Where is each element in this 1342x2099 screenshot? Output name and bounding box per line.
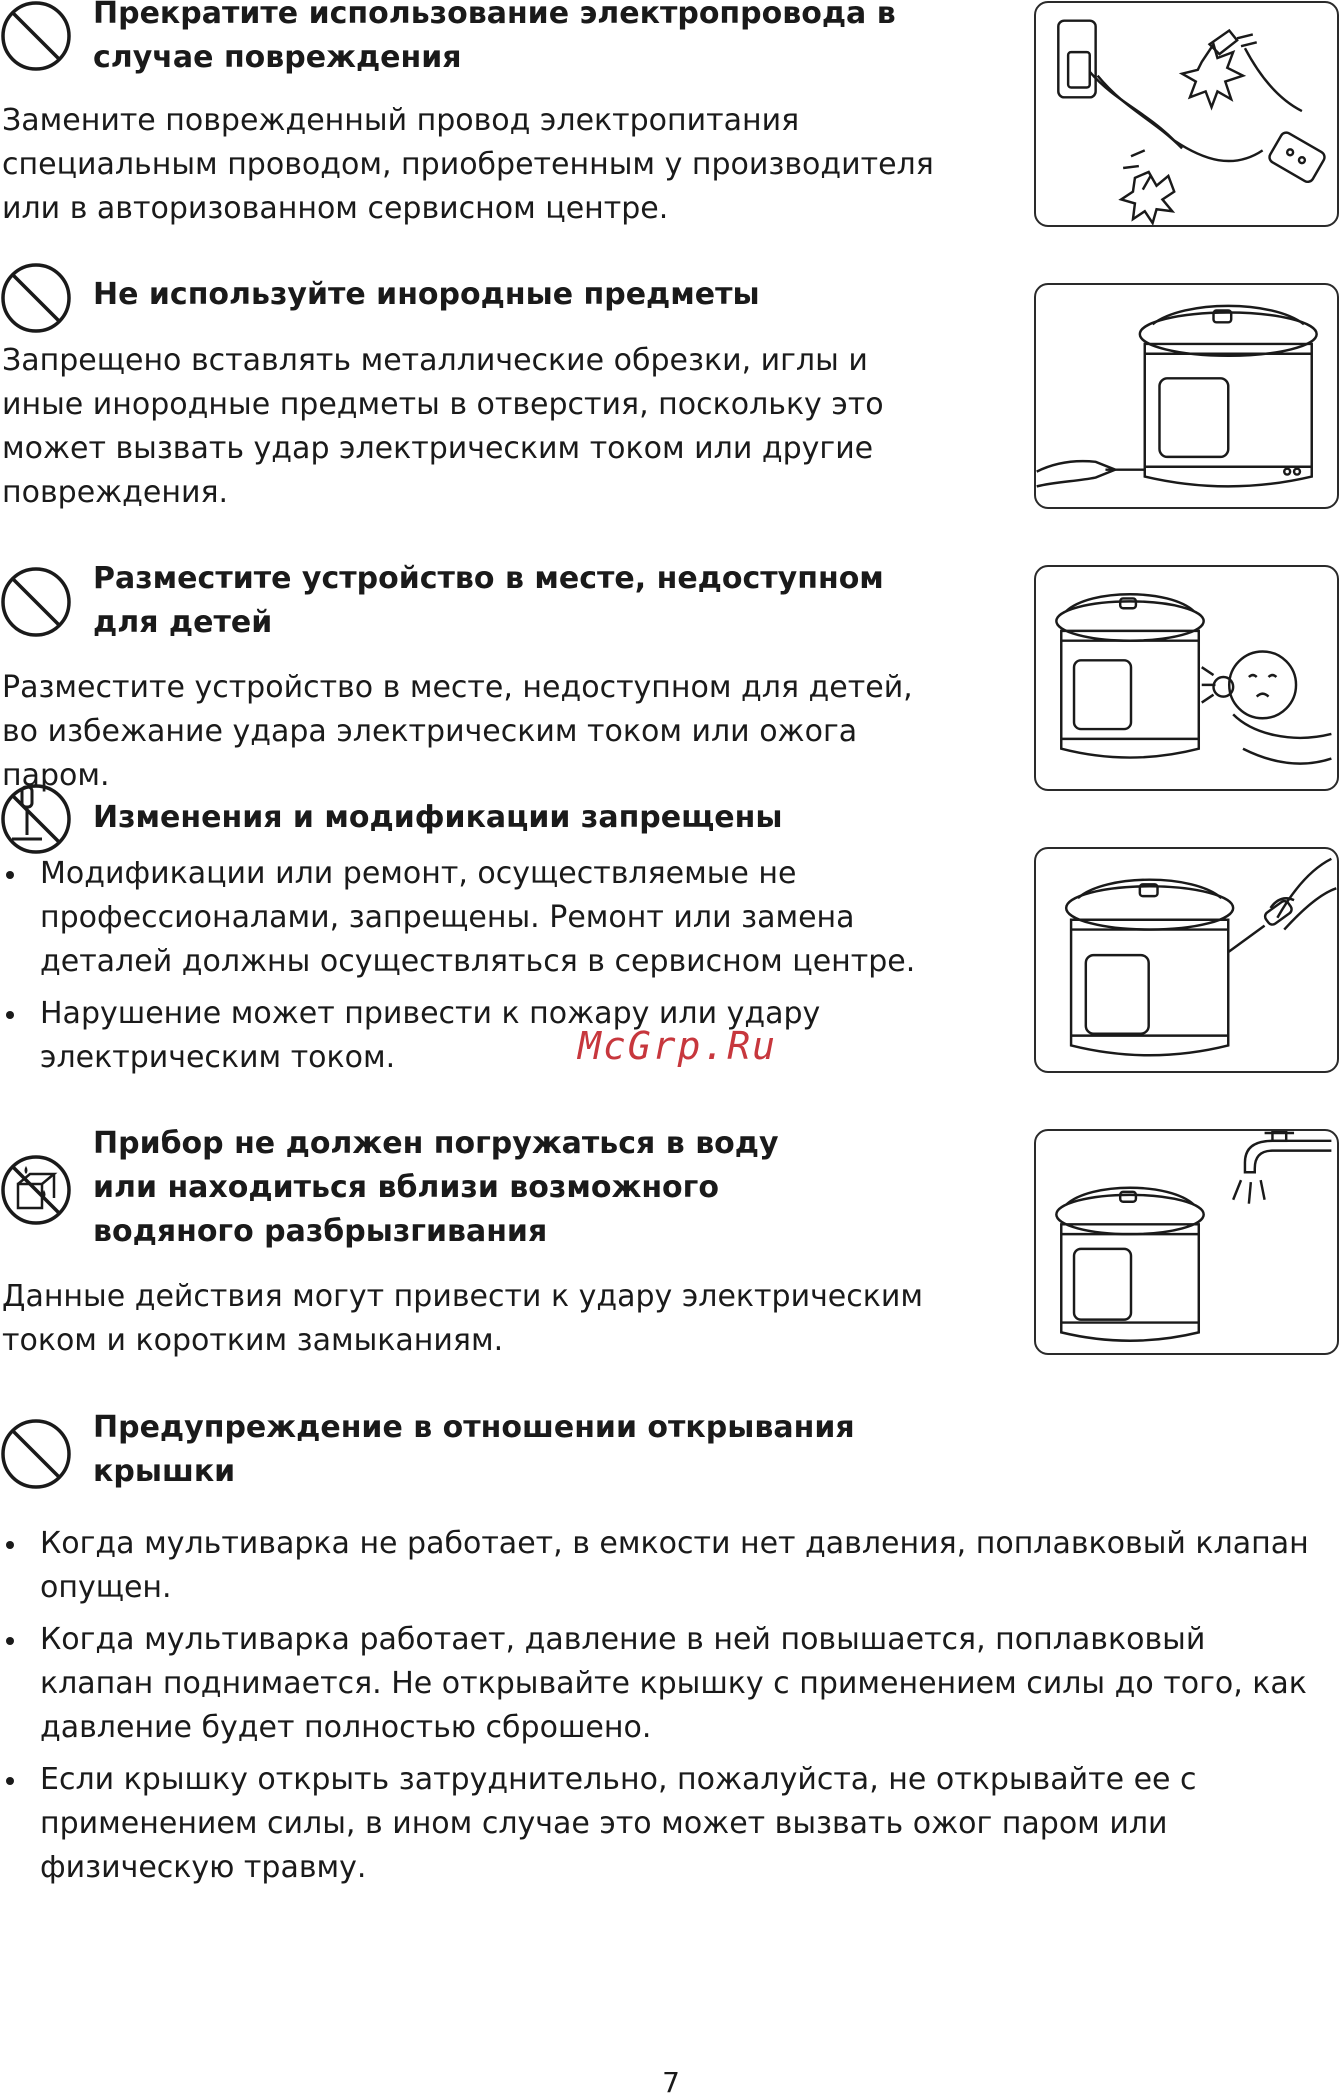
illustration-foreign-object [1034, 283, 1339, 509]
section-title: Разместите устройство в месте, недоступном для детей [93, 561, 884, 640]
list-item: Когда мультиварка не работает, в емкости нет давления, поплавковый клапан опущен. [0, 1522, 1320, 1610]
prohibition-icon [0, 0, 72, 72]
damaged-cord-icon [1036, 3, 1337, 225]
bullet-list [0, 1522, 1320, 1898]
illustration-child [1034, 565, 1339, 791]
watermark: McGrp.Ru [578, 1024, 778, 1068]
section-body: Данные действия могут привести к удару электрическим током и коротким замыканиям. [2, 1279, 923, 1358]
illustration-water-tap [1034, 1129, 1339, 1355]
no-water-icon [0, 1154, 72, 1226]
section-body: Разместите устройство в месте, недоступном для детей, во избежание удара электрическим током или ожога паром. [2, 670, 913, 793]
prohibition-icon [0, 262, 72, 334]
section-body: Запрещено вставлять металлические обрезки, иглы и иные инородные предметы в отверстия, поскольку это может вызвать удар электрическим током или другие повреждения. [2, 343, 884, 510]
section-title: Не используйте инородные предметы [93, 277, 760, 312]
list-item: Если крышку открыть затруднительно, пожалуйста, не открывайте ее с применением силы, в ином случае это может вызвать ожог паром или физическую травму. [0, 1758, 1320, 1890]
section-body: Замените поврежденный провод электропитания специальным проводом, приобретенным у производителя или в авторизованном сервисном центре. [2, 103, 934, 226]
section-title: Прибор не должен погружаться в воду или находиться вблизи возможного водяного разбрызгивания [93, 1126, 779, 1249]
list-item: Модификации или ремонт, осуществляемые не профессионалами, запрещены. Ремонт или замена деталей должны осуществляться в сервисном центре. [0, 852, 930, 984]
list-item: Когда мультиварка работает, давление в ней повышается, поплавковый клапан поднимается. Не открывайте крышку с применением силы до того, как давление будет полностью сброшено. [0, 1618, 1320, 1750]
list-item: Нарушение может привести к пожару или удару электрическим током. [0, 992, 930, 1080]
cooker-water-tap-icon [1036, 1131, 1337, 1353]
cooker-foreign-object-icon [1036, 285, 1337, 507]
illustration-damaged-cord [1034, 1, 1339, 227]
section-title: Изменения и модификации запрещены [93, 800, 783, 835]
prohibition-icon [0, 1418, 72, 1490]
illustration-screwdriver [1034, 847, 1339, 1073]
cooker-screwdriver-icon [1036, 849, 1337, 1071]
prohibition-icon [0, 566, 72, 638]
no-disassembly-icon [0, 783, 72, 855]
page-number: 7 [662, 2066, 680, 2099]
section-title: Прекратите использование электропровода в случае повреждения [93, 0, 896, 75]
cooker-child-icon [1036, 567, 1337, 789]
bullet-list [0, 852, 930, 1088]
section-title: Предупреждение в отношении открывания крышки [93, 1410, 855, 1489]
